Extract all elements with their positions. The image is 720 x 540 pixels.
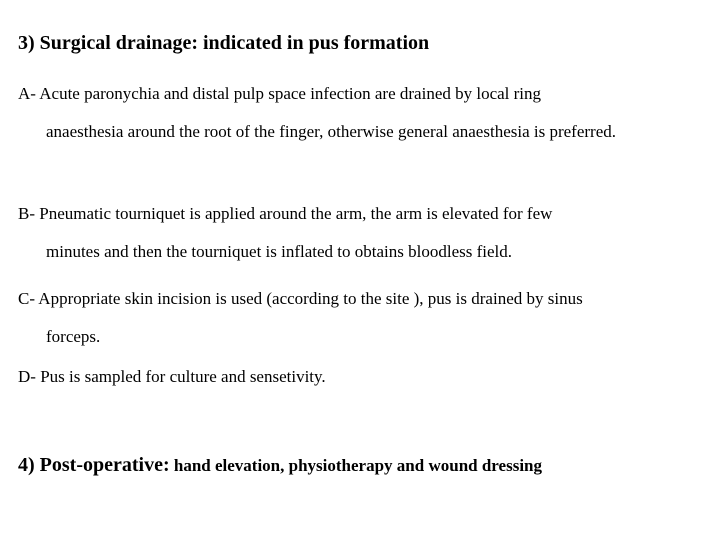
list-item-d-lead: D- Pus is sampled for culture and sensetivity. — [18, 367, 326, 386]
list-item-a-continuation: anaesthesia around the root of the finger, otherwise general anaesthesia is preferred. — [46, 122, 616, 141]
section-4-subtitle: hand elevation, physiotherapy and wound dressing — [169, 456, 542, 475]
list-item-d — [18, 358, 690, 396]
list-item-c-lead: C- Appropriate skin incision is used (according to the site ), pus is drained by sinus — [18, 289, 583, 308]
list-item-a — [18, 75, 690, 151]
list-item-b-lead: B- Pneumatic tourniquet is applied around the arm, the arm is elevated for few — [18, 204, 553, 223]
list-item-b — [18, 195, 690, 271]
list-item-a-lead: A- Acute paronychia and distal pulp space infection are drained by local ring — [18, 84, 542, 103]
section-4-heading — [18, 453, 690, 478]
list-item-b-continuation: minutes and then the tourniquet is inflated to obtains bloodless field. — [46, 242, 513, 261]
section-3-subtitle: : indicated in pus formation — [191, 32, 430, 54]
list-item-c — [18, 280, 690, 356]
list-item-c-continuation: forceps. — [46, 327, 101, 346]
section-3-title: 3) Surgical drainage — [18, 32, 192, 54]
section-4-title: 4) Post-operative: — [18, 454, 170, 476]
section-3-heading — [18, 31, 690, 55]
